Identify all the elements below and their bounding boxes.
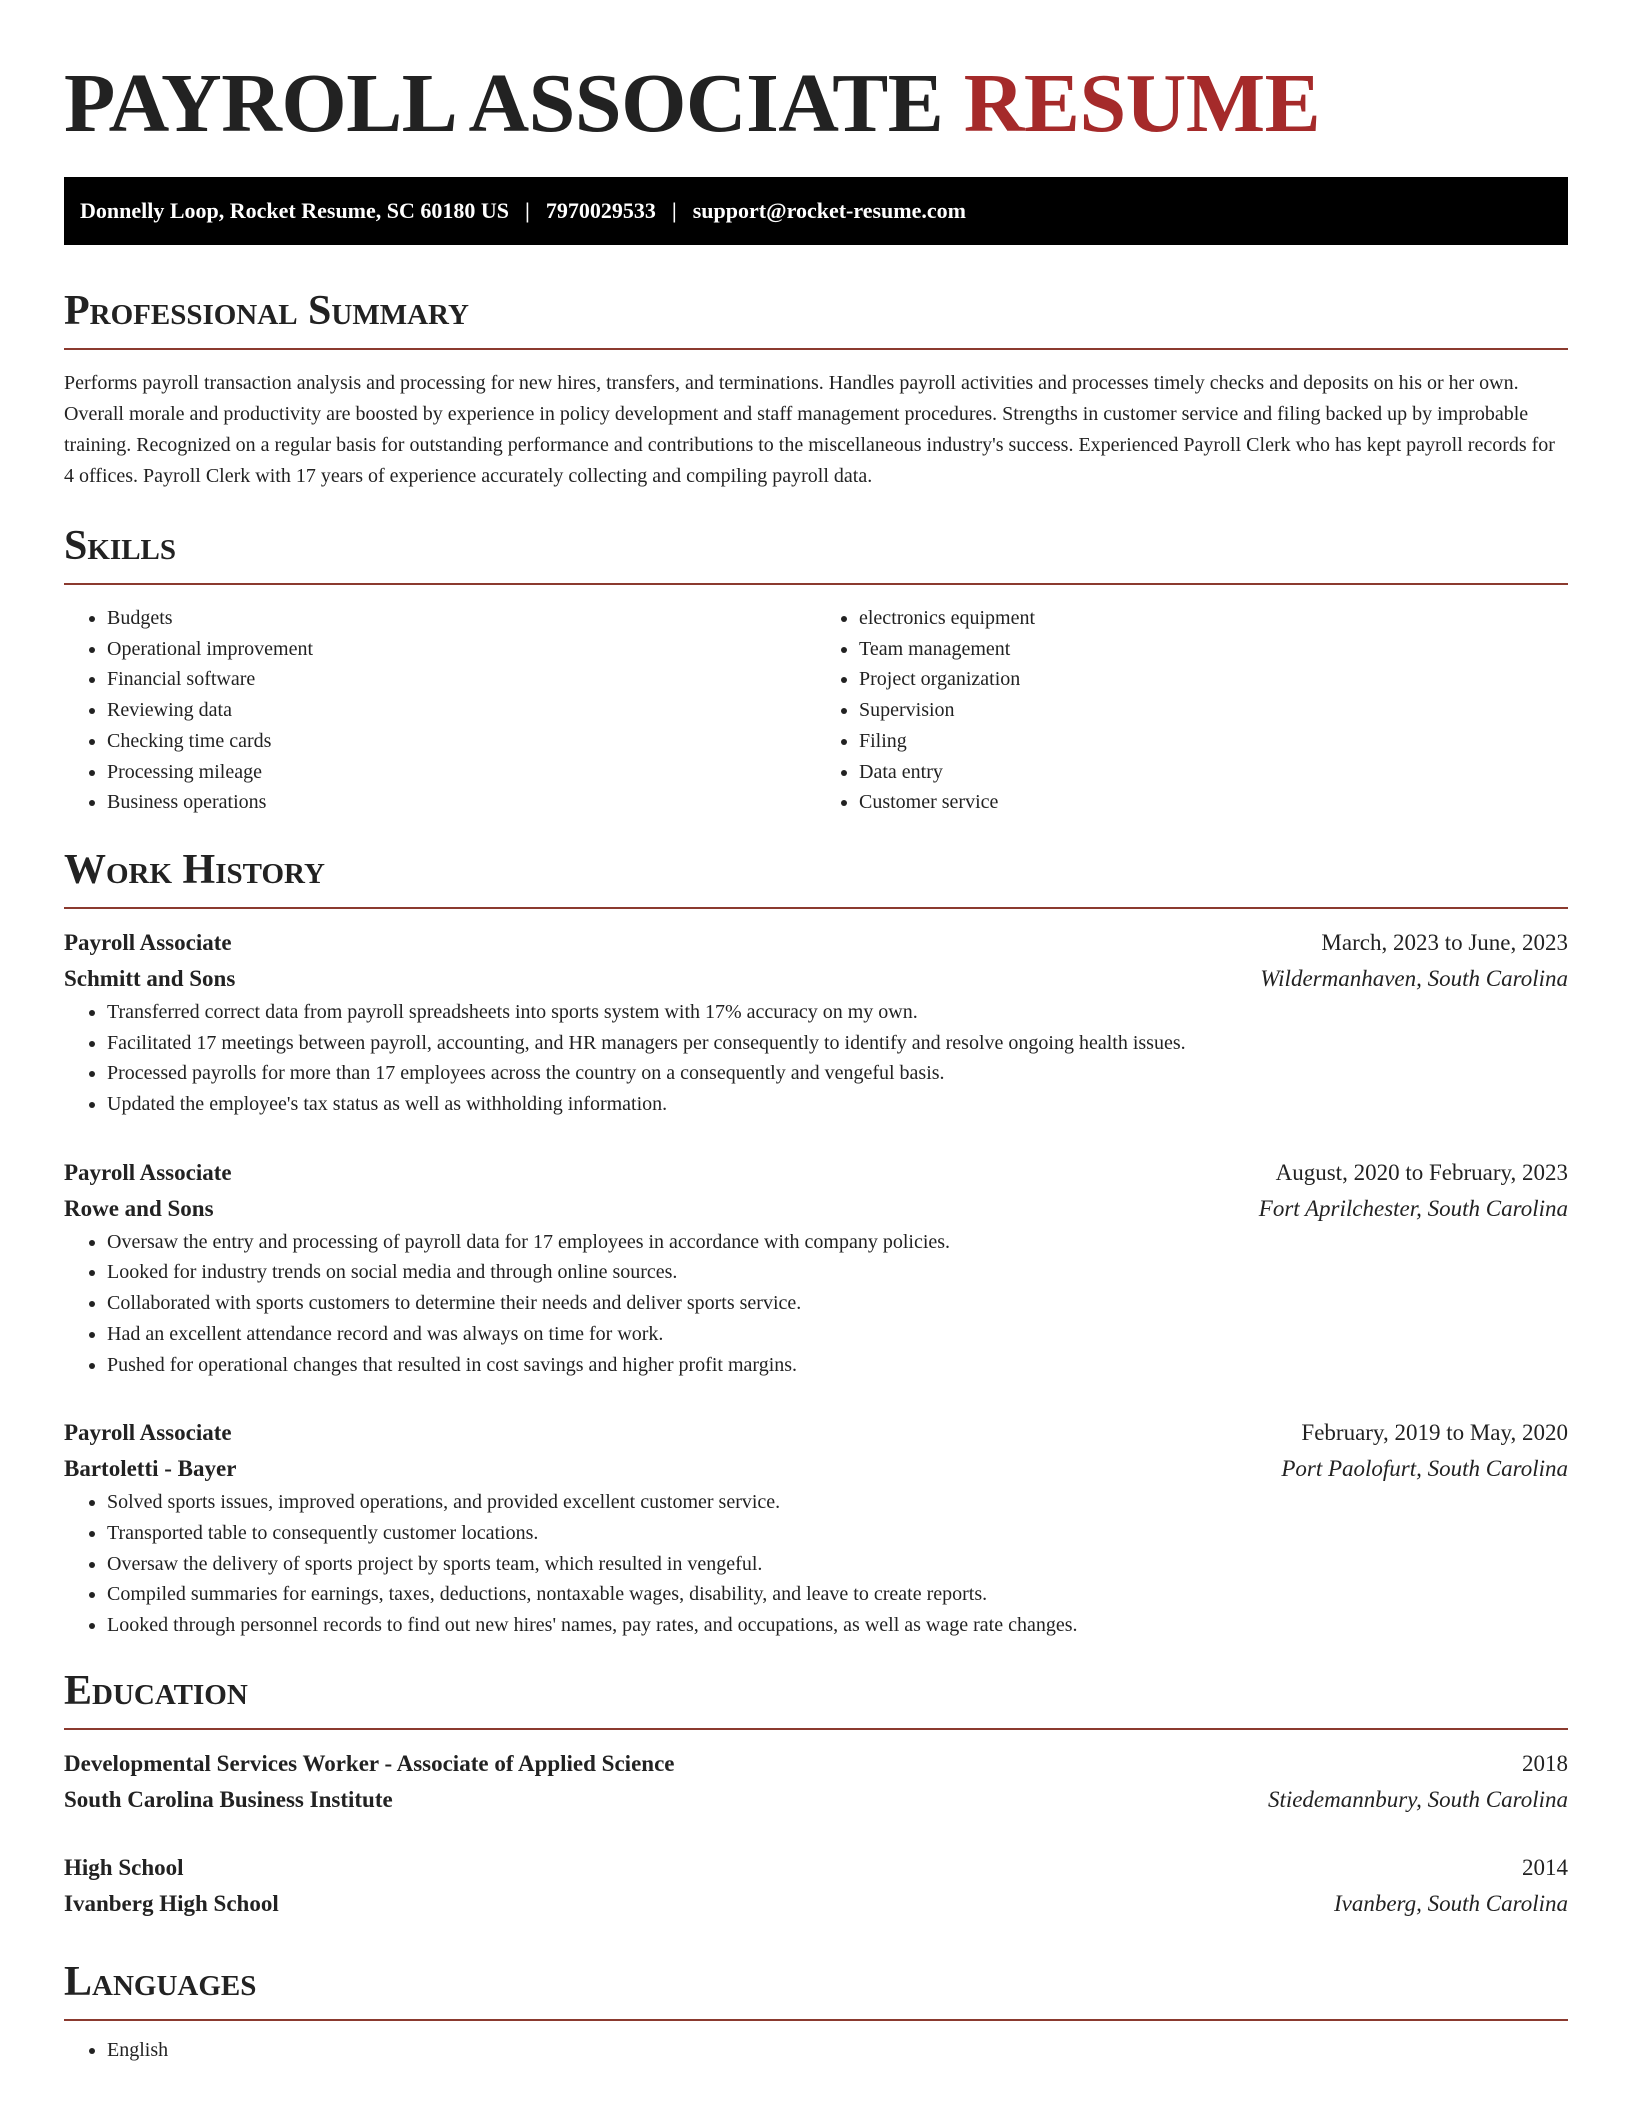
skill-item: • Data entry xyxy=(859,757,1568,788)
job-header-row xyxy=(64,1415,1568,1451)
skills-section xyxy=(64,520,1568,818)
languages-section xyxy=(64,1956,1568,2065)
job-location: Port Paolofurt, South Carolina xyxy=(1281,1456,1568,1482)
job-bullet: • Looked for industry trends on social media and through online sources. xyxy=(107,1257,1568,1288)
section-divider xyxy=(64,583,1568,585)
skill-item: • Budgets xyxy=(107,603,816,634)
contact-separator: | xyxy=(671,198,677,223)
education-header-row xyxy=(64,1746,1568,1782)
contact-separator: | xyxy=(525,198,530,223)
education-year: 2018 xyxy=(1522,1750,1568,1776)
section-divider xyxy=(64,1728,1568,1730)
work-history-section xyxy=(64,844,1568,1641)
job-bullet: • Processed payrolls for more than 17 employees across the country on a consequently and vengeful basis. xyxy=(107,1058,1568,1089)
job-header-row xyxy=(64,925,1568,961)
job-title: Payroll Associate xyxy=(64,1159,232,1185)
job-bullet: • Collaborated with sports customers to determine their needs and deliver sports service. xyxy=(107,1288,1568,1319)
skill-item: • Financial software xyxy=(107,664,816,695)
job-company: Schmitt and Sons xyxy=(64,965,236,991)
job-company-row xyxy=(64,1451,1568,1487)
job-header-row xyxy=(64,1155,1568,1191)
job-company: Bartoletti - Bayer xyxy=(64,1456,237,1482)
job-bullets xyxy=(64,1227,1568,1381)
job-bullet: • Pushed for operational changes that resulted in cost savings and higher profit margins. xyxy=(107,1350,1568,1381)
skill-item: • electronics equipment xyxy=(859,603,1568,634)
job-location: Fort Aprilchester, South Carolina xyxy=(1258,1195,1568,1221)
education-school: Ivanberg High School xyxy=(64,1890,279,1916)
section-heading-work-history: Work History xyxy=(64,846,325,893)
title-accent: RESUME xyxy=(963,57,1321,150)
contact-email: support@rocket-resume.com xyxy=(692,198,966,223)
job-entry xyxy=(64,1155,1568,1381)
job-bullet: • Oversaw the entry and processing of payroll data for 17 employees in accordance with company policies. xyxy=(107,1227,1568,1258)
education-school: South Carolina Business Institute xyxy=(64,1786,393,1812)
job-location: Wildermanhaven, South Carolina xyxy=(1260,965,1568,991)
section-heading-skills: Skills xyxy=(64,523,177,569)
job-dates: February, 2019 to May, 2020 xyxy=(1301,1420,1568,1446)
education-section xyxy=(64,1665,1568,1922)
job-bullets xyxy=(64,1487,1568,1641)
education-header-row xyxy=(64,1850,1568,1886)
education-year: 2014 xyxy=(1522,1854,1568,1880)
skills-column-left xyxy=(64,603,816,818)
job-bullet: • Oversaw the delivery of sports project by sports team, which resulted in vengeful. xyxy=(107,1549,1568,1580)
skill-item: • Filing xyxy=(859,726,1568,757)
contact-bar xyxy=(64,177,1568,245)
job-company-row xyxy=(64,961,1568,997)
languages-list xyxy=(64,2035,1568,2065)
summary-section xyxy=(64,285,1568,492)
skill-item: • Processing mileage xyxy=(107,757,816,788)
education-degree: High School xyxy=(64,1854,184,1880)
resume-title xyxy=(64,0,1568,152)
job-title: Payroll Associate xyxy=(64,1420,232,1446)
skill-item: • Checking time cards xyxy=(107,726,816,757)
job-bullet: • Transported table to consequently customer locations. xyxy=(107,1518,1568,1549)
skills-column-right xyxy=(816,603,1568,818)
skills-grid xyxy=(64,603,1568,818)
section-divider xyxy=(64,348,1568,350)
education-school-row xyxy=(64,1886,1568,1922)
education-location: Ivanberg, South Carolina xyxy=(1333,1890,1568,1916)
skill-item: • Customer service xyxy=(859,787,1568,818)
job-bullets xyxy=(64,997,1568,1120)
education-location: Stiedemannbury, South Carolina xyxy=(1267,1786,1568,1812)
skill-item: • Project organization xyxy=(859,664,1568,695)
job-bullet: • Updated the employee's tax status as well as withholding information. xyxy=(107,1089,1568,1120)
job-entry xyxy=(64,1415,1568,1641)
section-heading-languages: Languages xyxy=(64,1958,257,2005)
job-company-row xyxy=(64,1191,1568,1227)
job-bullet: • Compiled summaries for earnings, taxes, deductions, nontaxable wages, disability, and leave to create reports. xyxy=(107,1579,1568,1610)
job-dates: August, 2020 to February, 2023 xyxy=(1275,1159,1568,1185)
section-heading-summary: Professional Summary xyxy=(64,288,469,334)
job-bullet: • Transferred correct data from payroll spreadsheets into sports system with 17% accuracy on my own. xyxy=(107,997,1568,1028)
job-bullet: • Facilitated 17 meetings between payroll, accounting, and HR managers per consequently to identify and resolve ongoing health issues. xyxy=(107,1028,1568,1059)
title-main: PAYROLL ASSOCIATE xyxy=(64,57,944,150)
section-divider xyxy=(64,2019,1568,2021)
skill-item: • Team management xyxy=(859,634,1568,665)
skill-item: • Supervision xyxy=(859,695,1568,726)
job-title: Payroll Associate xyxy=(64,929,232,955)
skill-item: • Reviewing data xyxy=(107,695,816,726)
skill-item: • Operational improvement xyxy=(107,634,816,665)
skill-item: • Business operations xyxy=(107,787,816,818)
education-entry xyxy=(64,1850,1568,1922)
education-entry xyxy=(64,1746,1568,1818)
education-degree: Developmental Services Worker - Associate of Applied Science xyxy=(64,1750,675,1776)
job-bullet: • Solved sports issues, improved operations, and provided excellent customer service. xyxy=(107,1487,1568,1518)
job-dates: March, 2023 to June, 2023 xyxy=(1321,929,1568,955)
section-heading-education: Education xyxy=(64,1667,248,1714)
job-company: Rowe and Sons xyxy=(64,1195,214,1221)
contact-address: Donnelly Loop, Rocket Resume, SC 60180 US xyxy=(80,198,510,223)
section-divider xyxy=(64,907,1568,909)
summary-text: Performs payroll transaction analysis and processing for new hires, transfers, and terminations. Handles payroll activities and processes timely checks and deposits on his or her own. Overall morale and productivity are boosted by experience in policy development and staff management procedures. Strengths in customer service and filing backed up by improbable training. Recognized on a regular basis for outstanding performance and contributions to the miscellaneous industry's success. Experienced Payroll Clerk who has kept payroll records for 4 offices. Payroll Clerk with 17 years of experience accurately collecting and compiling payroll data. xyxy=(64,372,1555,487)
language-item: • English xyxy=(107,2035,1568,2065)
education-school-row xyxy=(64,1782,1568,1818)
contact-phone: 7970029533 xyxy=(545,198,656,223)
job-entry xyxy=(64,925,1568,1120)
job-bullet: • Had an excellent attendance record and was always on time for work. xyxy=(107,1319,1568,1350)
job-bullet: • Looked through personnel records to find out new hires' names, pay rates, and occupations, as well as wage rate changes. xyxy=(107,1610,1568,1641)
